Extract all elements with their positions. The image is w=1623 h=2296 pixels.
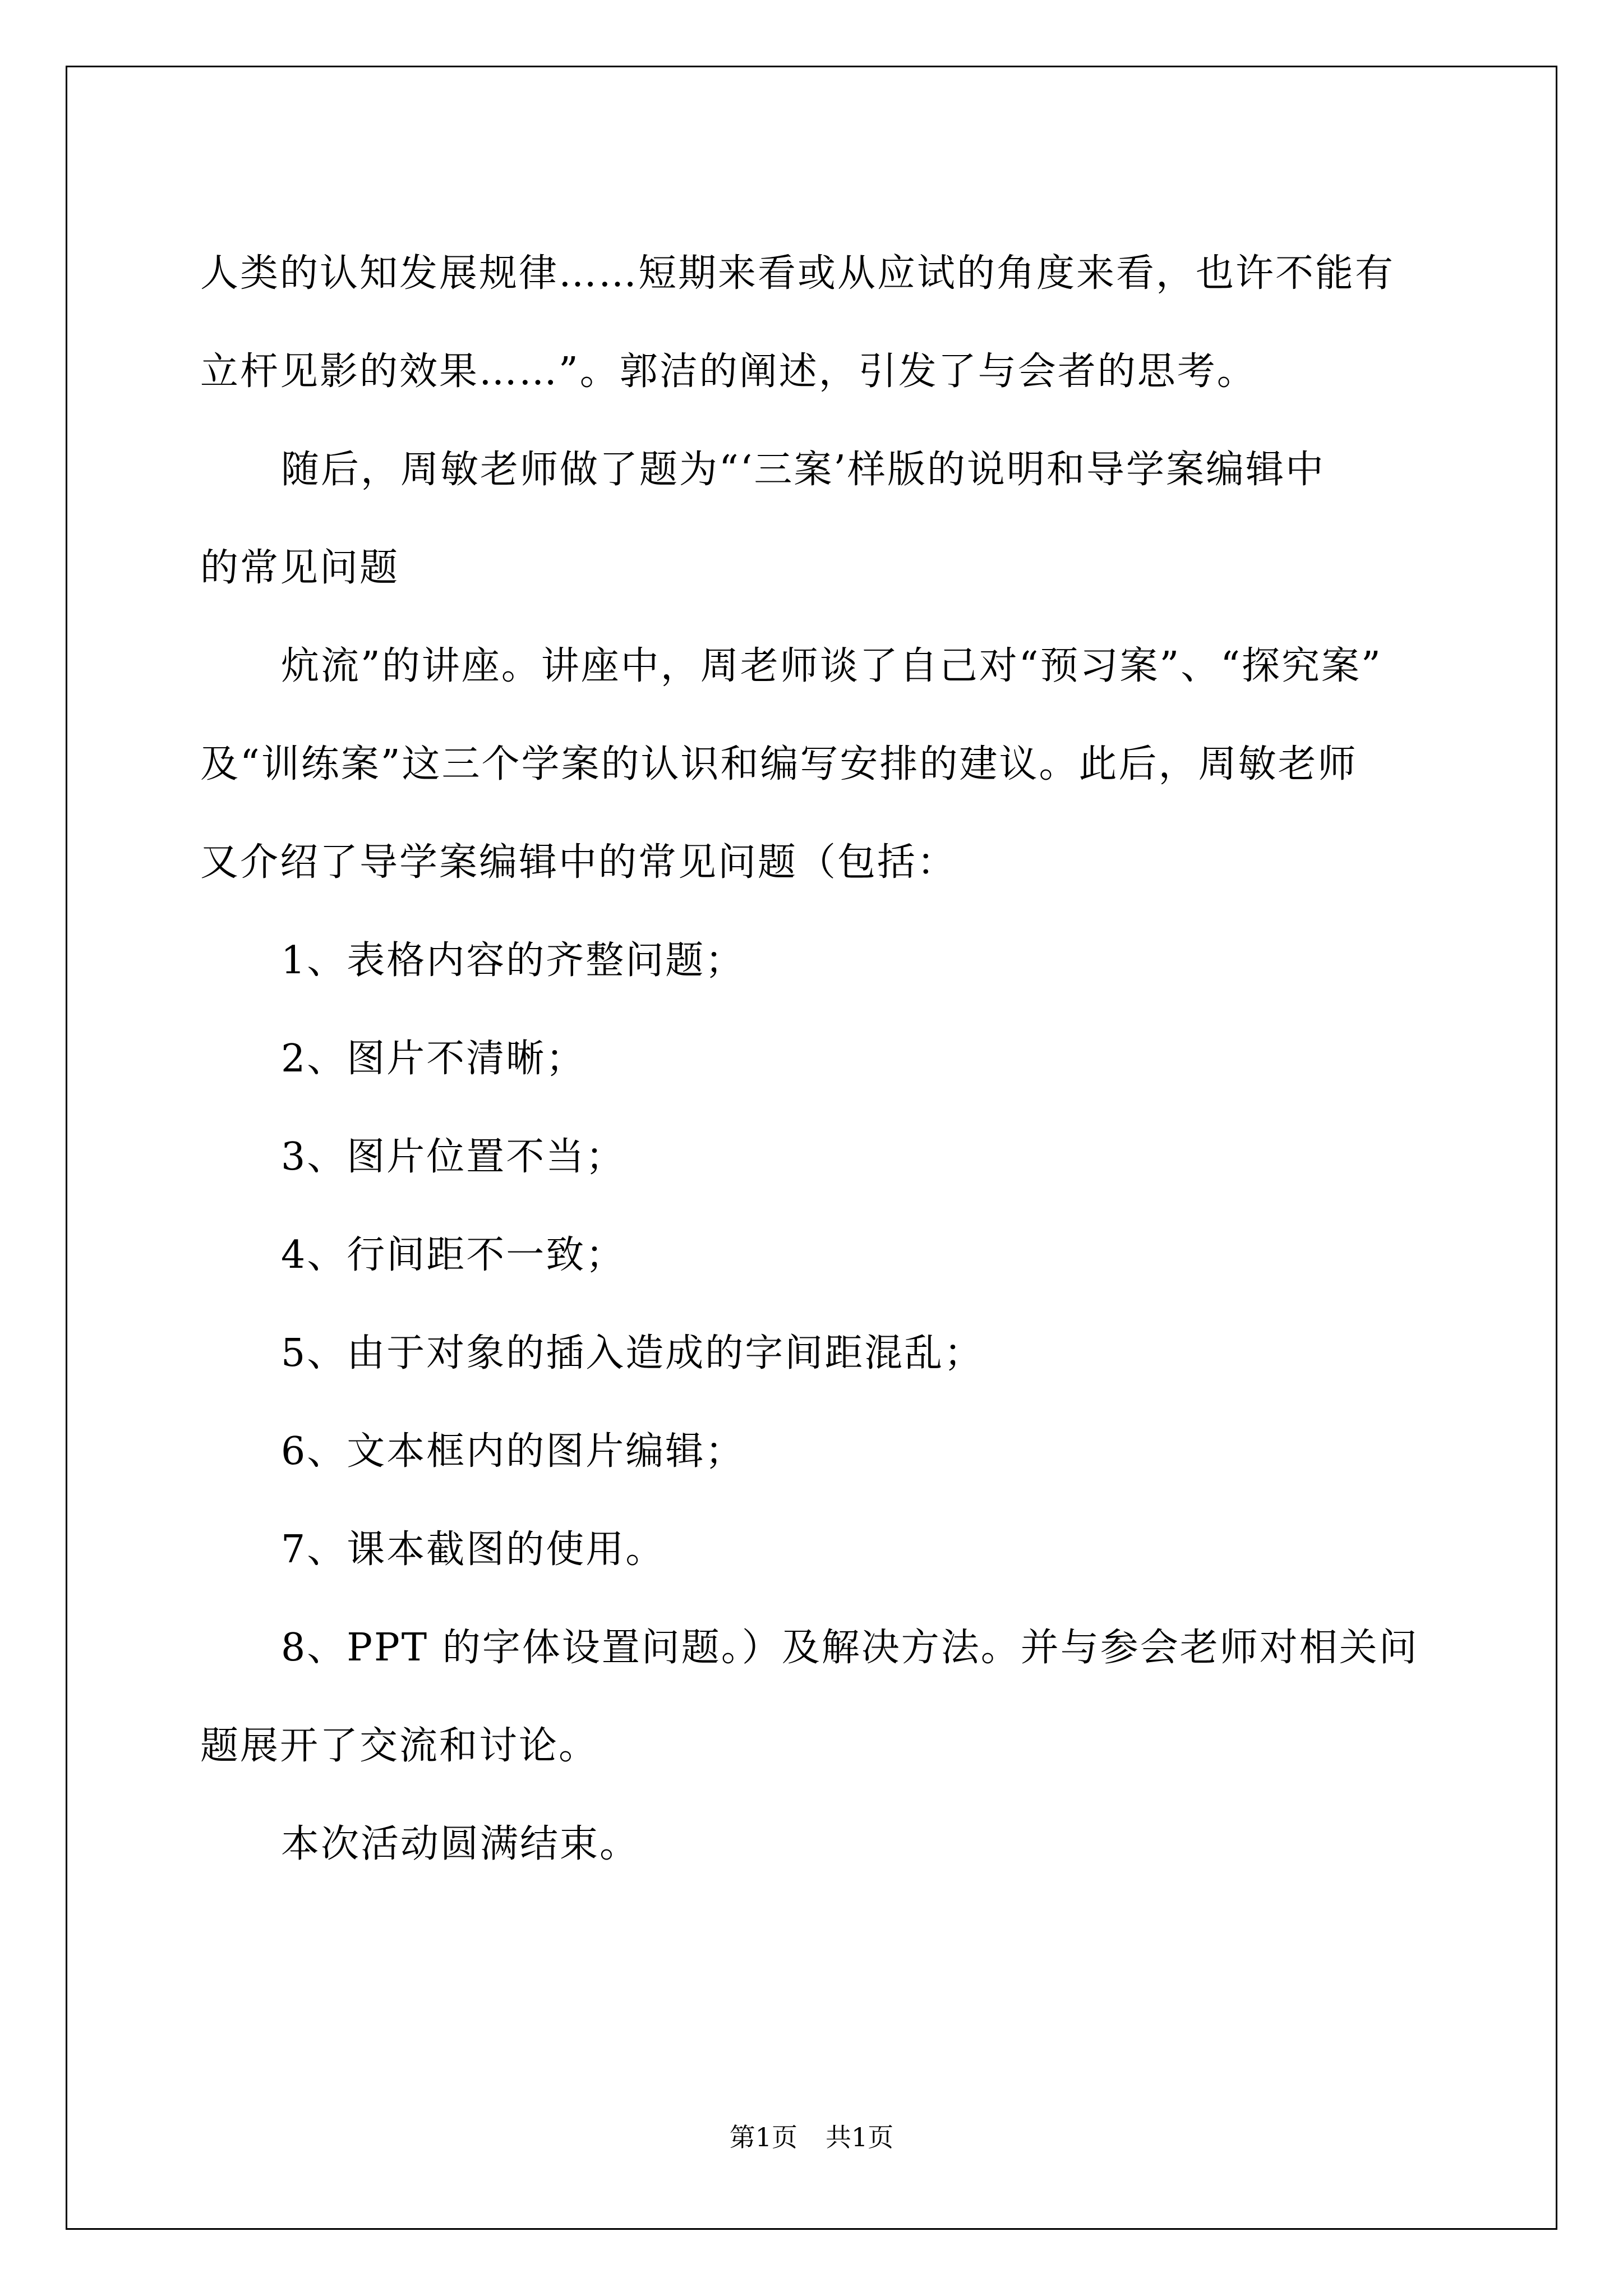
- list-item-6: [200, 1402, 1423, 1501]
- text-line: 5、由于对象的插入造成的字间距混乱；: [281, 1331, 984, 1375]
- paragraph-1: [200, 224, 1423, 421]
- text-line: 6、文本框内的图片编辑；: [281, 1429, 745, 1474]
- page-footer: [0, 2120, 1623, 2154]
- text-line: 人类的认知发展规律……短期来看或从应试的角度来看，也许不能有: [200, 251, 1395, 296]
- text-line: 8、PPT 的字体设置问题。）及解决方法。并与参会老师对相关问: [281, 1626, 1419, 1670]
- text-line: 7、课本截图的使用。: [281, 1527, 666, 1572]
- text-line: 又介绍了导学案编辑中的常见问题（包括：: [200, 840, 957, 885]
- page-total: 共1页: [826, 2122, 894, 2152]
- text-line: 题展开了交流和讨论。: [200, 1724, 599, 1768]
- text-line: 炕流”的讲座。讲座中，周老师谈了自己对“预习案”、“探究案”: [281, 644, 1382, 688]
- text-line: 4、行间距不一致；: [281, 1233, 626, 1277]
- list-item-8: [200, 1599, 1423, 1795]
- text-line: 的常见问题: [200, 546, 400, 590]
- document-body: [200, 224, 1423, 1893]
- text-line: 随后，周敏老师做了题为“‘三案’样版的说明和导学案编辑中: [281, 448, 1325, 492]
- text-line: 本次活动圆满结束。: [281, 1822, 640, 1866]
- text-line: 及“训练案”这三个学案的认识和编写安排的建议。此后，周敏老师: [200, 742, 1358, 786]
- text-line: 3、图片位置不当；: [281, 1135, 626, 1179]
- list-item-4: [200, 1206, 1423, 1304]
- text-line: 1、表格内容的齐整问题；: [281, 938, 745, 983]
- closing-paragraph: [200, 1795, 1423, 1893]
- list-item-1: [200, 912, 1423, 1010]
- list-item-7: [200, 1501, 1423, 1599]
- page-number: 第1页: [729, 2122, 797, 2152]
- list-item-3: [200, 1108, 1423, 1206]
- paragraph-3: [200, 617, 1423, 912]
- text-line: 2、图片不清晰；: [281, 1037, 586, 1081]
- list-item-5: [200, 1304, 1423, 1402]
- text-line: 立杆见影的效果……”。郭洁的阐述，引发了与会者的思考。: [200, 349, 1257, 394]
- list-item-2: [200, 1010, 1423, 1108]
- paragraph-2: [200, 421, 1423, 617]
